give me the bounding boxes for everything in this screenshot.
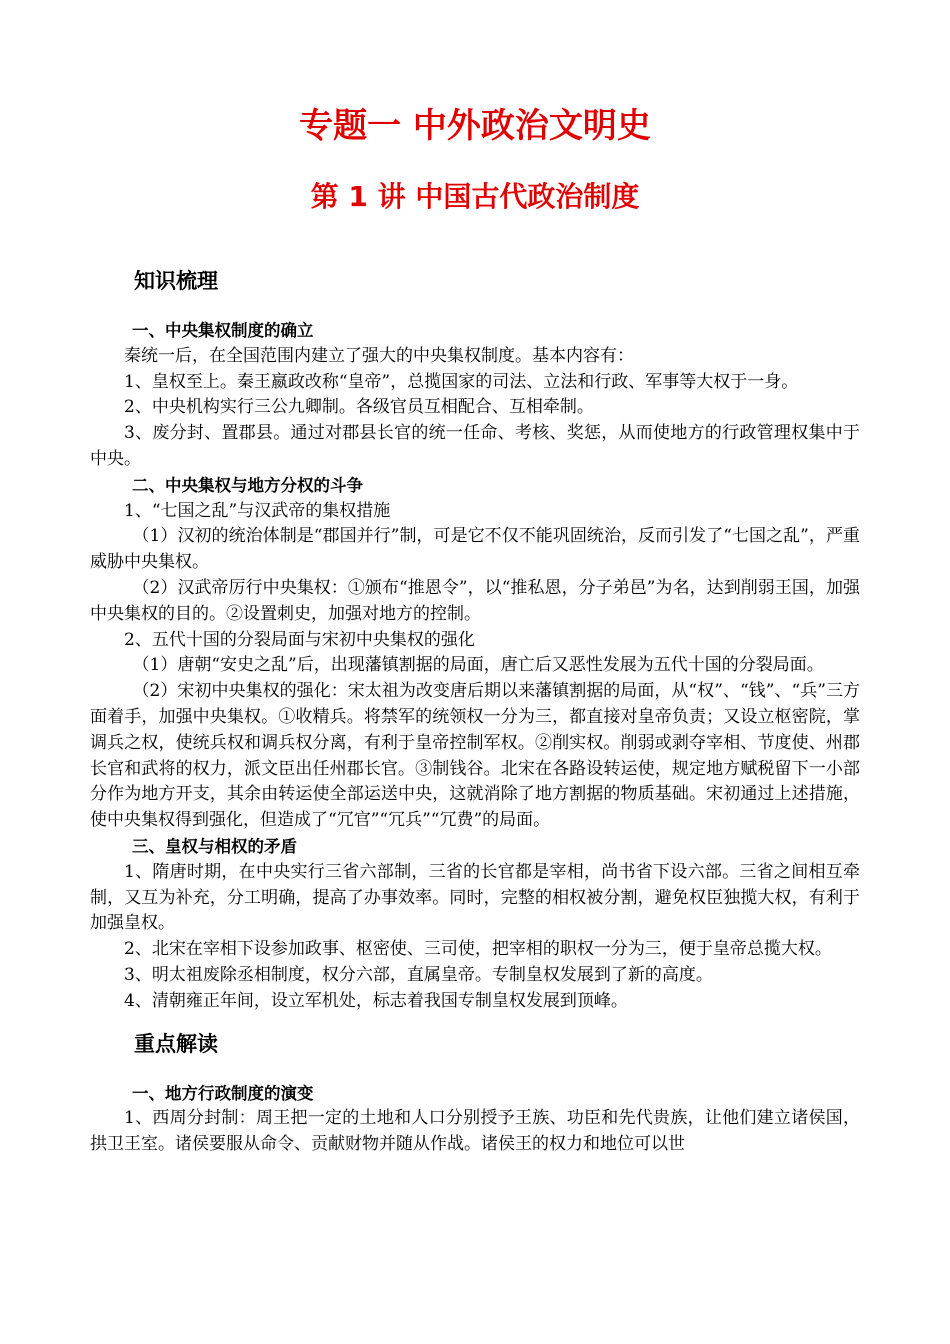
paragraph: 1、隋唐时期，在中央实行三省六部制，三省的长官都是宰相，尚书省下设六部。三省之间相互牵制，又互为补充，分工明确，提高了办事效率。同时，完整的相权被分割，避免权臣独揽大权，有利于加强皇权。 [90,861,860,934]
section-heading-knowledge: 知识梳理 [134,269,218,293]
document-body [90,266,860,1158]
paragraph: 2、五代十国的分裂局面与宋初中央集权的强化 [124,629,475,650]
paragraph: 4、清朝雍正年间，设立军机处，标志着我国专制皇权发展到顶峰。 [124,990,628,1011]
paragraph: 2、中央机构实行三公九卿制。各级官员互相配合、互相牵制。 [124,397,594,418]
heading-local-admin: 一、地方行政制度的演变 [132,1083,314,1103]
paragraph: 3、明太祖废除丞相制度，权分六部，直属皇帝。专制皇权发展到了新的高度。 [124,964,713,985]
heading-central-vs-local: 二、中央集权与地方分权的斗争 [132,475,363,495]
paragraph: （2）汉武帝厉行中央集权：①颁布“推恩令”，以“推私恩，分子弟邑”为名，达到削弱王国，加强中央集权的目的。②设置刺史，加强对地方的控制。 [90,577,860,624]
heading-emperor-vs-chancellor: 三、皇权与相权的矛盾 [132,836,297,856]
section-heading-key-points: 重点解读 [134,1031,218,1056]
paragraph: （1）唐朝“安史之乱”后，出现藩镇割据的局面，唐亡后又恶性发展为五代十国的分裂局面。 [132,655,824,676]
paragraph: 1、皇权至上。秦王嬴政改称“皇帝”，总揽国家的司法、立法和行政、军事等大权于一身。 [124,371,799,392]
main-title: 专题一 中外政治文明史 [299,106,651,146]
heading-central-power: 一、中央集权制度的确立 [132,321,314,340]
paragraph: （1）汉初的统治体制是“郡国并行”制，可是它不仅不能巩固统治，反而引发了“七国之乱”，严重威胁中央集权。 [90,526,860,573]
paragraph: 2、北宋在宰相下设参加政事、枢密使、三司使，把宰相的职权一分为三，便于皇帝总揽大权。 [124,939,832,960]
paragraph: 秦统一后，在全国范围内建立了强大的中央集权制度。基本内容有： [124,345,634,366]
paragraph: 3、废分封、置郡县。通过对郡县长官的统一任命、考核、奖惩，从而使地方的行政管理权集中于中央。 [90,423,860,469]
lesson-title: 第 1 讲 中国古代政治制度 [310,180,640,213]
paragraph: 1、西周分封制：周王把一定的土地和人口分别授予王族、功臣和先代贵族，让他们建立诸侯国，拱卫王室。诸侯要服从命令、贡献财物并随从作战。诸侯王的权力和地位可以世 [90,1108,860,1155]
paragraph: 1、“七国之乱”与汉武帝的集权措施 [124,500,391,521]
paragraph: （2）宋初中央集权的强化：宋太祖为改变唐后期以来藩镇割据的局面，从“权”、“钱”、“兵”三方面着手，加强中央集权。①收精兵。将禁军的统领权一分为三，都直接对皇帝负责；又设立枢密院，掌调兵之权，使统兵权和调兵权分离，有利于皇帝控制军权。②削实权。削弱或剥夺宰相、节度使、州郡长官和武将的权力，派文臣出任州郡长官。③制钱谷。北宋在各路设转运使，规定地方赋税留下一小部分作为地方开支，其余由转运使全部运送中央，这就消除了地方割据的物质基础。宋初通过上述措施，使中央集权得到强化，但造成了“冗官”“冗兵”“冗费”的局面。 [90,681,860,831]
